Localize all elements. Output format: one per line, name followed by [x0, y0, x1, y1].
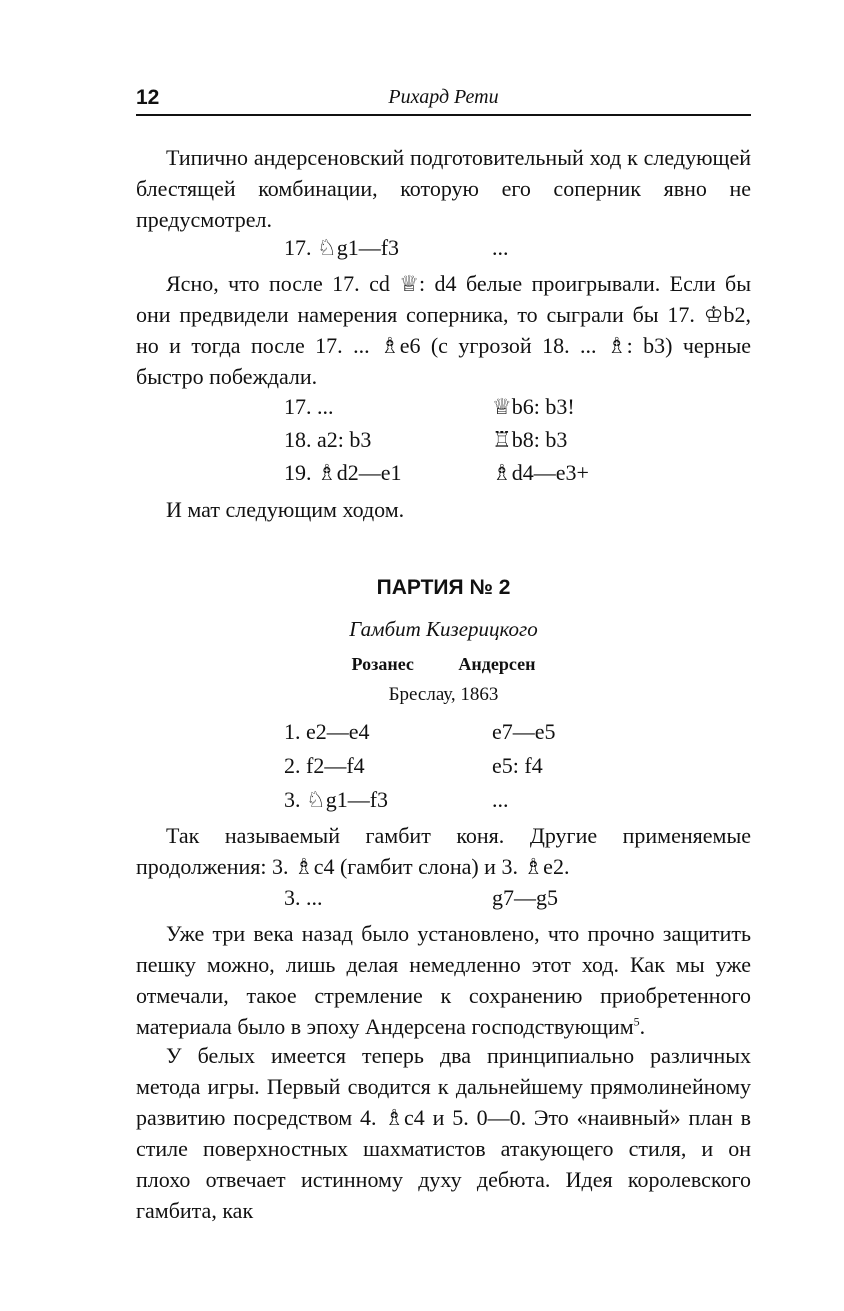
- paragraph-3: И мат следующим ходом.: [166, 497, 405, 522]
- move-white: 3. ...: [284, 885, 323, 910]
- move-black: ...: [492, 235, 509, 260]
- move-black: e7—e5: [492, 719, 556, 744]
- game-place: Бреслау, 1863: [388, 684, 499, 705]
- black-player: Андерсен: [458, 654, 536, 674]
- paragraph-2: Ясно, что после 17. cd ♕: d4 белые проигрывали. Если бы они предвидели намерения соперника, то сыграли бы 17. ♔b2, но и тогда после 17. ... ♗e6 (с угрозой 18. ... ♗: b3) черные быстро побеждали.: [136, 271, 751, 389]
- move-black: ...: [492, 787, 509, 812]
- move-black: ♖b8: b3: [492, 427, 568, 452]
- move-white: 17. ♘g1—f3: [284, 235, 400, 260]
- players: [136, 654, 751, 675]
- footnote-ref: 5: [633, 1014, 640, 1029]
- move-white: 17. ...: [284, 394, 334, 419]
- move-black: e5: f4: [492, 753, 543, 778]
- paragraph-1: Типично андерсеновский подготовительный ход к следующей блестящей комбинации, которую его соперник явно не предусмотрел.: [136, 145, 751, 232]
- move-black: ♕b6: b3!: [492, 394, 575, 419]
- opening-name: Гамбит Кизерицкого: [349, 617, 538, 641]
- move-white: 2. f2—f4: [284, 753, 365, 778]
- running-head: Рихард Рети: [388, 86, 499, 108]
- move-black: ♗d4—e3+: [492, 460, 589, 485]
- paragraph-5: [136, 918, 751, 1042]
- game-title: ПАРТИЯ № 2: [376, 576, 511, 599]
- paragraph-6: У белых имеется теперь два принципиально различных метода игры. Первый сводится к дальнейшему прямолинейному развитию посредством 4. ♗c4 и 5. 0—0. Это «наивный» план в стиле поверхностных шахматистов атакующего стиля, и он плохо отвечает истинному духу дебюта. Идея королевского гамбита, как: [136, 1043, 751, 1223]
- page-number: 12: [136, 86, 160, 109]
- move-black: g7—g5: [492, 885, 558, 910]
- move-white: 1. e2—e4: [284, 719, 370, 744]
- page-header: [136, 80, 751, 116]
- paragraph-5-text: Уже три века назад было установлено, что прочно защитить пешку можно, лишь делая немедленно этот ход. Как мы уже отмечали, такое стремление к сохранению приобретенного материала было в эпоху Андерсена господствующим: [136, 921, 751, 1039]
- move-white: 19. ♗d2—e1: [284, 460, 402, 485]
- paragraph-4: Так называемый гамбит коня. Другие применяемые продолжения: 3. ♗c4 (гамбит слона) и 3. ♗e2.: [136, 823, 751, 879]
- move-white: 3. ♘g1—f3: [284, 787, 389, 812]
- paragraph-5-end: .: [639, 1014, 646, 1039]
- move-white: 18. a2: b3: [284, 427, 372, 452]
- white-player: Розанес: [351, 654, 414, 674]
